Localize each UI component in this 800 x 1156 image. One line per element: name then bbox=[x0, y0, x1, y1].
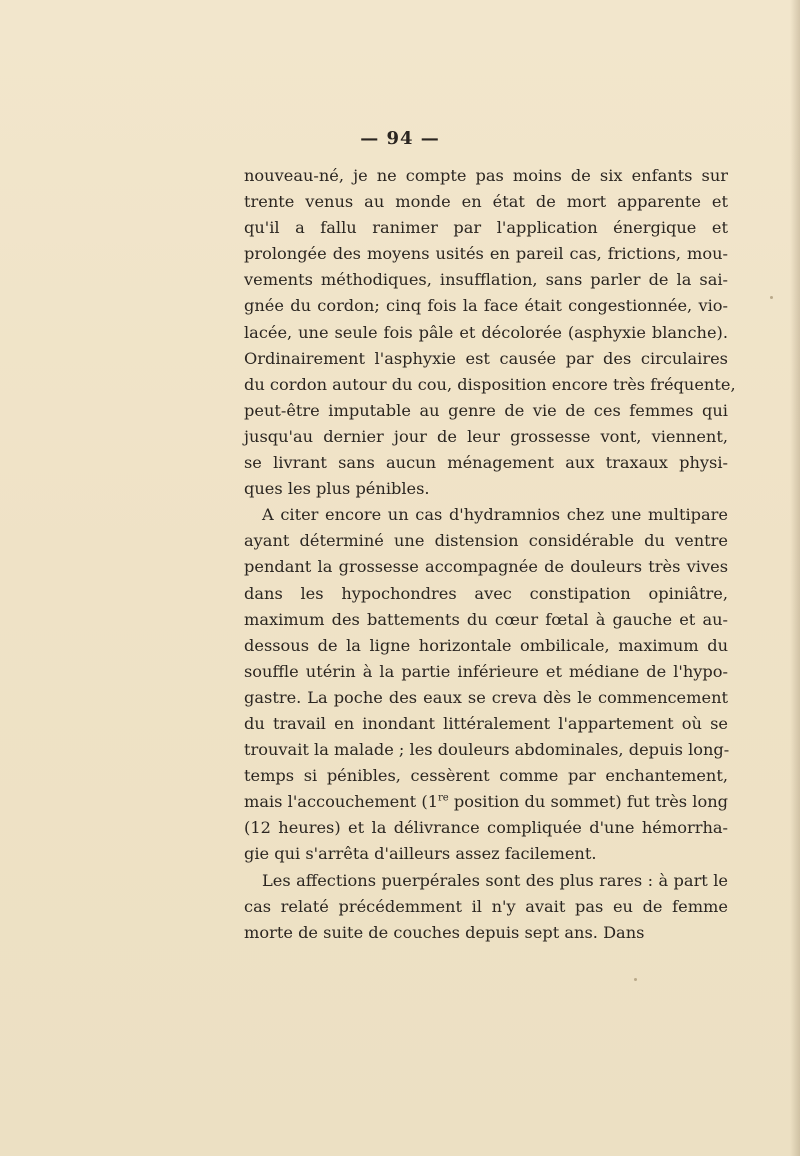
text-line: se livrant sans aucun ménagement aux traxaux physi- bbox=[244, 453, 728, 473]
text-line: Ordinairement l'asphyxie est causée par des circulaires bbox=[244, 348, 728, 368]
text-line: (12 heures) et la délivrance compliquée d'une hémorrha- bbox=[244, 818, 728, 838]
text-line: du cordon autour du cou, disposition encore très fréquente, bbox=[244, 374, 736, 394]
text-line: souffle utérin à la partie inférieure et médiane de l'hypo- bbox=[244, 661, 728, 681]
page-number: — 94 — bbox=[360, 128, 440, 149]
text-line: trouvait la malade ; les douleurs abdominales, depuis long- bbox=[244, 740, 730, 760]
text-line: dans les hypochondres avec constipation opiniâtre, bbox=[244, 583, 728, 603]
body-text bbox=[244, 163, 736, 946]
text-line: ayant déterminé une distension considérable du ventre bbox=[244, 531, 728, 551]
text-fragment: position du sommet) fut très long bbox=[448, 792, 728, 812]
text-line: prolongée des moyens usités en pareil cas, frictions, mou- bbox=[244, 244, 728, 264]
text-line: nouveau-né, je ne compte pas moins de six enfants sur bbox=[244, 166, 728, 185]
text-line: morte de suite de couches depuis sept ans. Dans bbox=[244, 922, 645, 942]
text-line: lacée, une seule fois pâle et décolorée (asphyxie blanche). bbox=[244, 322, 728, 342]
superscript: re bbox=[438, 792, 449, 804]
text-line: gnée du cordon; cinq fois la face était congestionnée, vio- bbox=[244, 296, 728, 316]
text-line: temps si pénibles, cessèrent comme par enchantement, bbox=[244, 766, 728, 786]
text-line: gie qui s'arrêta d'ailleurs assez facilement. bbox=[244, 844, 597, 864]
text-line: du travail en inondant littéralement l'appartement où se bbox=[244, 713, 728, 733]
text-line: peut-être imputable au genre de vie de ces femmes qui bbox=[244, 400, 728, 420]
text-line: dessous de la ligne horizontale ombilicale, maximum du bbox=[244, 635, 728, 655]
text-line: cas relaté précédemment il n'y avait pas eu de femme bbox=[244, 896, 728, 916]
text-line: gastre. La poche des eaux se creva dès le commencement bbox=[244, 687, 728, 707]
text-line: maximum des battements du cœur fœtal à gauche et au- bbox=[244, 609, 728, 629]
text-line: pendant la grossesse accompagnée de douleurs très vives bbox=[244, 557, 728, 577]
text-line: Les affections puerpérales sont des plus rares : à part le bbox=[262, 870, 728, 890]
text-line: jusqu'au dernier jour de leur grossesse vont, viennent, bbox=[244, 426, 728, 446]
text-line: vements méthodiques, insufflation, sans parler de la sai- bbox=[244, 270, 728, 290]
paper-spot bbox=[634, 978, 637, 981]
text-line: ques les plus pénibles. bbox=[244, 479, 430, 499]
text-line: A citer encore un cas d'hydramnios chez une multipare bbox=[262, 505, 728, 525]
text-line: trente venus au monde en état de mort apparente et bbox=[244, 192, 728, 212]
page-edge-shadow bbox=[790, 0, 800, 1156]
text-line: qu'il a fallu ranimer par l'application énergique et bbox=[244, 218, 728, 238]
text-fragment: mais l'accouchement (1 bbox=[244, 792, 438, 812]
paper-spot bbox=[770, 296, 773, 299]
text-line bbox=[244, 789, 728, 815]
